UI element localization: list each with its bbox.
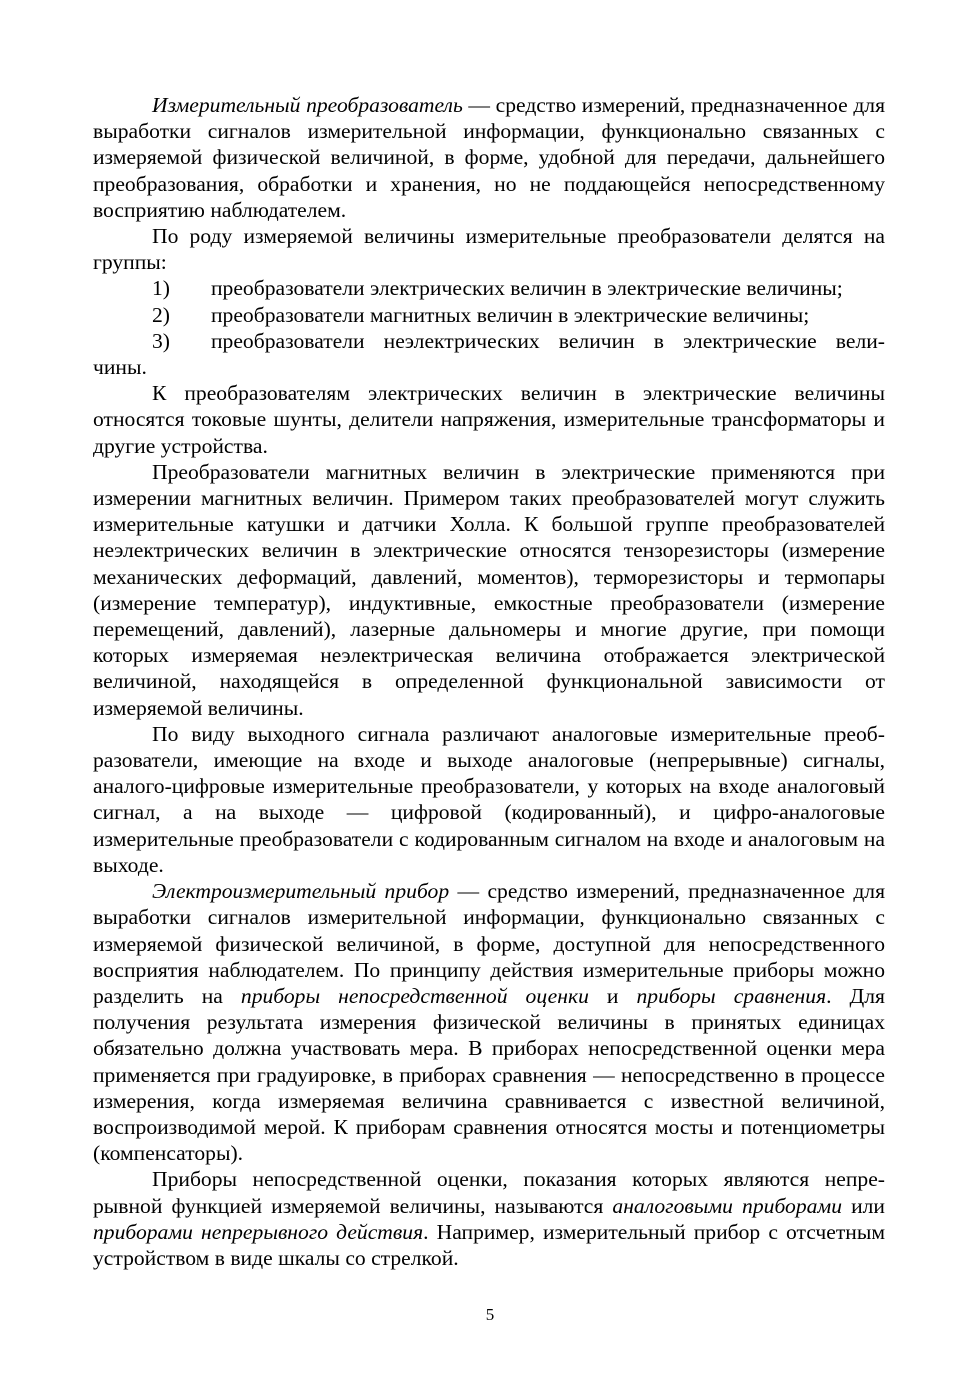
term-measuring-instrument: Электроизмерительный прибор [152, 879, 450, 904]
list-item [93, 328, 885, 354]
term-comparison-instruments: приборы сравнения [636, 983, 827, 1008]
term-continuous-action: приборами непрерывного действия [93, 1219, 424, 1244]
paragraph-text: или [842, 1193, 885, 1218]
paragraph-measuring-instrument [93, 878, 885, 1166]
list-item-continuation: чины. [93, 355, 147, 380]
paragraph-magnetic-transducers: Преобразователи магнитных величин в электрические применяются при измерении магнитных величин. Примером таких преобразователей могут служить измерительные катушки и датчики Холла. К большой группе преобразователей неэлектрических величин в электрические относятся тензорезисторы (измерение механических деформаций, давлений, моментов), терморезисторы и термопары (измерение температур), индуктивные, емкостные преобразователи (измерение перемещений, давлений), лазерные дальномеры и многие другие, при помощи которых измеряемая неэлектрическая величина отображается электрической величиной, находящейся в определенной функциональной зависимости от измеряемой величины. [93, 459, 885, 720]
paragraph-text: . Например, измерительный прибор с отсчетным устройством в виде шкалы со стрелкой. [93, 1219, 885, 1270]
list-item [93, 302, 885, 328]
paragraph-text: — средство измерений, предназначенное для выработки сигналов измерительной информации, функционально связанных с измеряемой физической величиной, в форме, доступной для непосредственного восприятия наблюдателем. По принципу действия измерительные приборы можно разделить на [93, 879, 886, 1008]
term-direct-evaluation: приборы непосредственной оценки [240, 983, 589, 1008]
paragraph-text: . Для получения результата измерения физической величины в принятых единицах обязательно должна участвовать мера. В приборах непосредственной оценки мера применяется при градуировке, в приборах сравнения — непосредственно в процессе измерения, когда измеряемая величина сравнивается с известной величиной, воспроизводимой мерой. К приборам сравнения относятся мосты и потенциометры (компенсаторы). [93, 983, 885, 1166]
document-page [93, 92, 885, 1271]
list-item-number: 3) [152, 328, 170, 353]
paragraph-text: — средство измерений, предназначенное для выработки сигналов измерительной информации, функционально связанных с измеряемой физической величиной, в форме, удобной для передачи, дальнейшего преобразования, обработки и хранения, но не поддающейся непосредственному восприятию наблюдателем. [93, 93, 886, 222]
paragraph-output-signal: По виду выходного сигнала различают аналоговые измерительные преобразователи, имеющие на входе и выходе аналоговые (непрерывные) сигналы, аналого-цифровые измерительные преобразователи, у которых на входе аналоговый сигнал, а на выходе — цифровой (кодированный), и цифро-аналоговые измерительные преобразователи с кодированным сигналом на входе и аналоговым на выходе. [93, 721, 885, 877]
paragraph-groups-intro: По роду измеряемой величины измерительные преобразователи делятся на группы: [93, 224, 885, 275]
list-item [93, 275, 885, 301]
paragraph-electrical-transducers: К преобразователям электрических величин в электрические величины относятся токовые шунты, делители напряжения, измерительные трансформаторы и другие устройства. [93, 381, 885, 458]
list-item-number: 1) [152, 276, 170, 301]
page-number: 5 [485, 1305, 495, 1324]
term-analog-instruments: аналоговыми приборами [612, 1193, 842, 1218]
paragraph-analog-instruments [93, 1166, 885, 1271]
list-item-text: преобразователи неэлектрических величин в электрические вели- [211, 328, 885, 353]
paragraph-measuring-transducer [93, 92, 885, 223]
paragraph-text: и [588, 983, 637, 1008]
term-measuring-transducer: Измерительный преобразователь [152, 93, 463, 117]
list-item-text: преобразователи магнитных величин в электрические величины; [211, 302, 810, 327]
list-item-text: преобразователи электрических величин в электрические величины; [211, 276, 843, 301]
list-item-number: 2) [152, 302, 170, 327]
paragraph-text: Приборы непосредственной оценки, показания которых являются непрерывной функцией измеряемой величины, называются [93, 1167, 885, 1218]
